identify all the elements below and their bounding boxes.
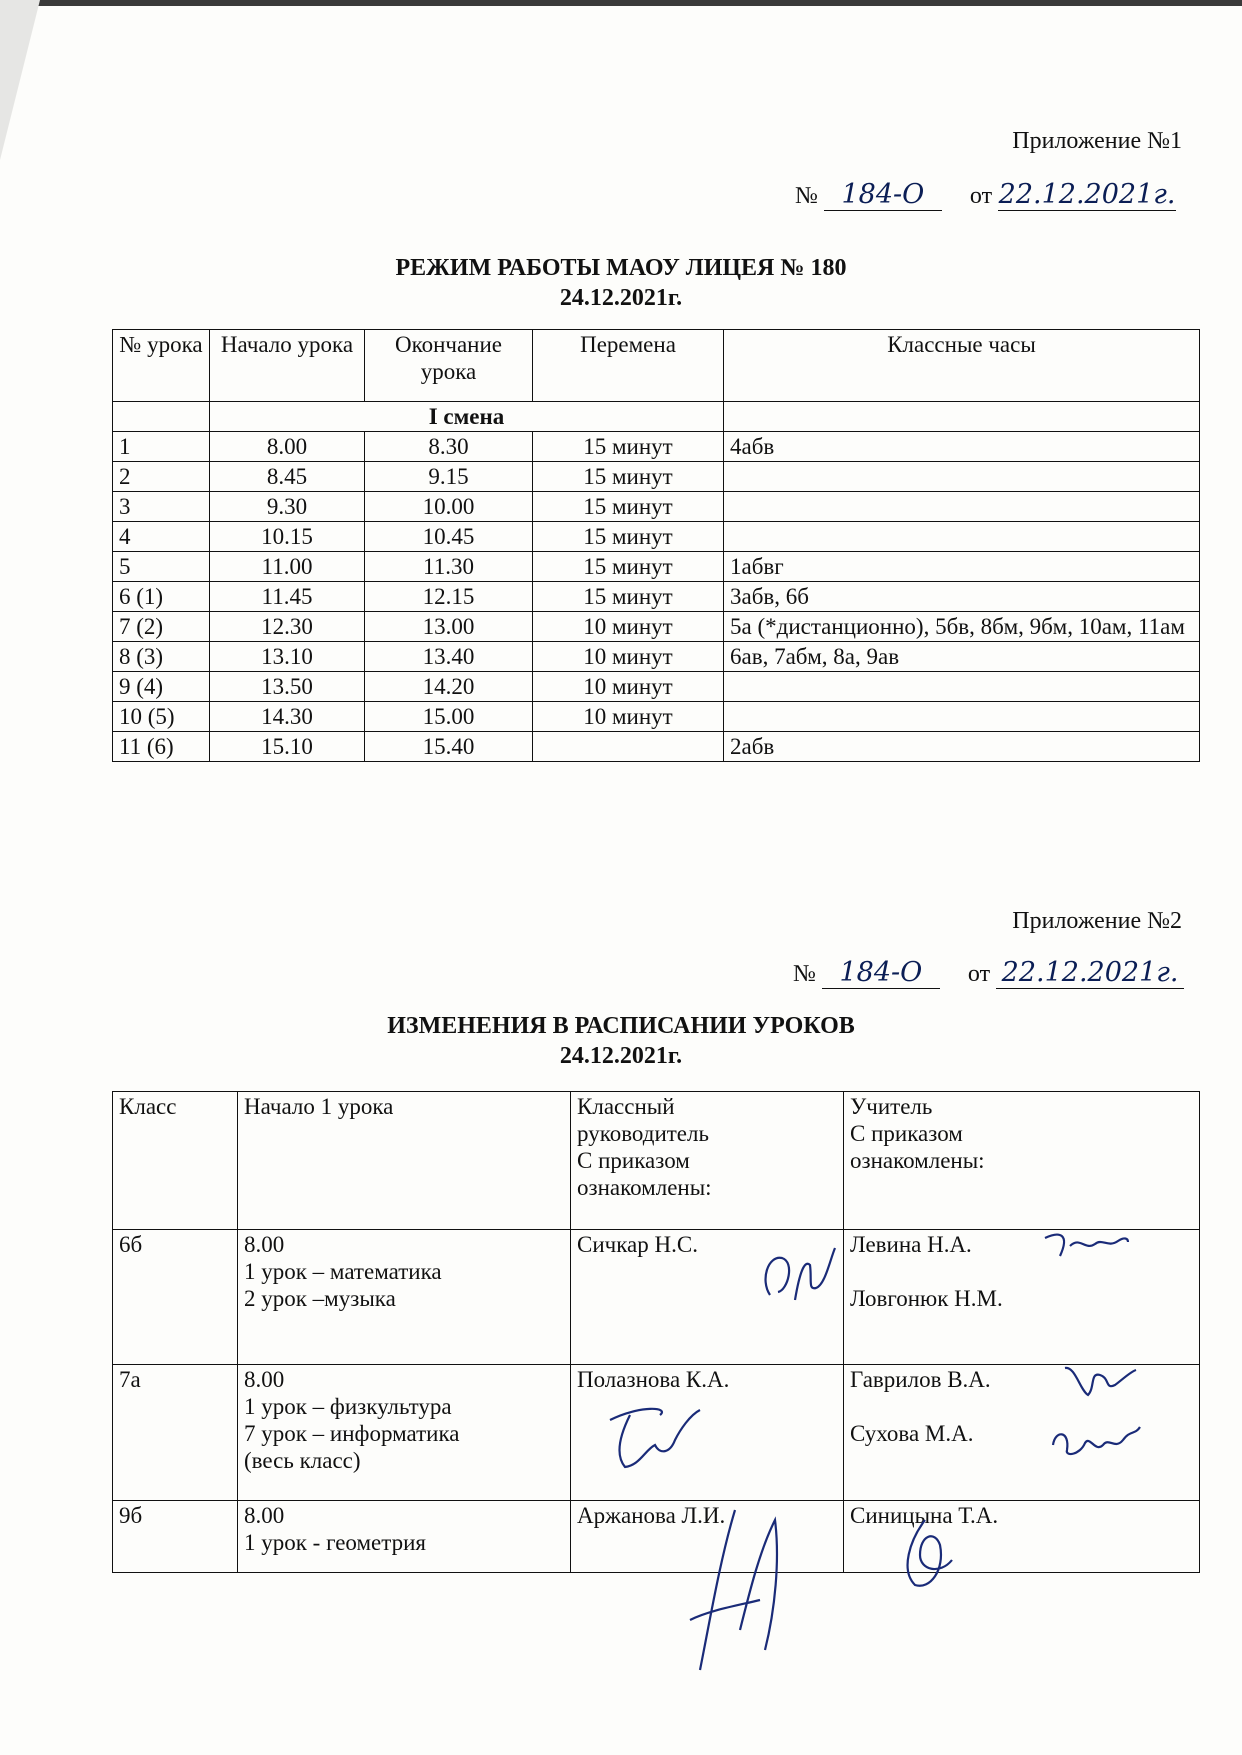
signature-sukhova	[1045, 1415, 1145, 1465]
shift-label: I смена	[210, 402, 724, 432]
class-hours	[724, 702, 1200, 732]
homeroom-cell: Аржанова Л.И.	[571, 1501, 844, 1573]
table-row	[113, 612, 1200, 642]
header-class-hours: Классные часы	[724, 330, 1200, 402]
class-cell: 7а	[113, 1365, 238, 1501]
lesson-start: 11.45	[210, 582, 365, 612]
header-lesson-number: № урока	[113, 330, 210, 402]
table-row	[113, 432, 1200, 462]
lesson-number: 11 (6)	[113, 732, 210, 762]
lesson-start: 13.50	[210, 672, 365, 702]
shift-blank-cell	[113, 402, 210, 432]
table-row	[113, 1501, 1200, 1573]
lesson-end: 15.40	[365, 732, 533, 762]
lesson-number: 6 (1)	[113, 582, 210, 612]
start-cell	[238, 1501, 571, 1573]
lesson-number: 2	[113, 462, 210, 492]
header-break: Перемена	[533, 330, 724, 402]
order-number-handwritten: 184-О	[822, 958, 940, 989]
lesson-number: 8 (3)	[113, 642, 210, 672]
start-line: (весь класс)	[244, 1448, 361, 1473]
table-row	[113, 732, 1200, 762]
teacher-name: Гаврилов В.А.	[850, 1367, 991, 1392]
class-hours: 1абвг	[724, 552, 1200, 582]
start-line: 7 урок – информатика	[244, 1421, 460, 1446]
class-hours: 6ав, 7абм, 8а, 9ав	[724, 642, 1200, 672]
class-hours: 3абв, 6б	[724, 582, 1200, 612]
appendix-1-label: Приложение №1	[1012, 128, 1182, 154]
class-hours: 5а (*дистанционно), 5бв, 8бм, 9бм, 10ам, 11ам	[724, 612, 1200, 642]
teacher-cell	[844, 1230, 1200, 1365]
lesson-number: 7 (2)	[113, 612, 210, 642]
scan-edge	[0, 0, 1242, 6]
class-hours	[724, 492, 1200, 522]
lesson-end: 13.00	[365, 612, 533, 642]
table-row	[113, 582, 1200, 612]
lesson-break: 10 минут	[533, 612, 724, 642]
start-cell	[238, 1365, 571, 1501]
folded-corner	[0, 0, 40, 160]
header-line: ознакомлены:	[850, 1148, 985, 1173]
teacher-name: Сухова М.А.	[850, 1421, 974, 1446]
lesson-break: 15 минут	[533, 492, 724, 522]
table-row	[113, 522, 1200, 552]
table-row	[113, 702, 1200, 732]
signature-sichkar	[750, 1240, 840, 1310]
lesson-start: 9.30	[210, 492, 365, 522]
table-row	[113, 552, 1200, 582]
header-class: Класс	[113, 1092, 238, 1230]
class-hours: 4абв	[724, 432, 1200, 462]
class-hours: 2абв	[724, 732, 1200, 762]
start-line: 8.00	[244, 1232, 285, 1257]
shift-row	[113, 402, 1200, 432]
schedule-header-row	[113, 330, 1200, 402]
start-line: 8.00	[244, 1503, 285, 1528]
start-line: 8.00	[244, 1367, 285, 1392]
order-number-handwritten: 184-О	[824, 180, 942, 211]
class-hours	[724, 462, 1200, 492]
class-cell: 9б	[113, 1501, 238, 1573]
header-line: руководитель	[577, 1121, 709, 1146]
header-lesson-end: Окончание урока	[365, 330, 533, 402]
table-row	[113, 492, 1200, 522]
lesson-number: 4	[113, 522, 210, 552]
signature-arzhanova	[680, 1500, 800, 1680]
start-line: 1 урок – физкультура	[244, 1394, 452, 1419]
changes-header-row	[113, 1092, 1200, 1230]
lesson-number: 1	[113, 432, 210, 462]
lesson-end: 15.00	[365, 702, 533, 732]
lesson-start: 11.00	[210, 552, 365, 582]
header-line: ознакомлены:	[577, 1175, 712, 1200]
lesson-end: 10.45	[365, 522, 533, 552]
header-lesson-start: Начало урока	[210, 330, 365, 402]
lesson-break	[533, 732, 724, 762]
start-line: 1 урок – математика	[244, 1259, 442, 1284]
class-cell: 6б	[113, 1230, 238, 1365]
appendix-2-label: Приложение №2	[1012, 908, 1182, 934]
lesson-start: 14.30	[210, 702, 365, 732]
teacher-name: Синицына Т.А.	[850, 1503, 999, 1528]
lesson-break: 10 минут	[533, 642, 724, 672]
start-cell	[238, 1230, 571, 1365]
shift-blank-cell	[724, 402, 1200, 432]
class-hours	[724, 672, 1200, 702]
appendix-1-order-line	[795, 180, 1176, 211]
order-number-label: №	[793, 961, 816, 987]
schedule-date: 24.12.2021г.	[559, 285, 683, 311]
changes-title: ИЗМЕНЕНИЯ В РАСПИСАНИИ УРОКОВ	[387, 1013, 855, 1039]
order-date-label: от	[967, 961, 991, 987]
class-hours	[724, 522, 1200, 552]
lesson-start: 10.15	[210, 522, 365, 552]
table-row	[113, 1230, 1200, 1365]
header-first-lesson-start: Начало 1 урока	[238, 1092, 571, 1230]
lesson-number: 9 (4)	[113, 672, 210, 702]
lesson-break: 15 минут	[533, 432, 724, 462]
lesson-end: 10.00	[365, 492, 533, 522]
lesson-start: 15.10	[210, 732, 365, 762]
signature-levina	[1040, 1226, 1130, 1266]
signature-polaznova	[600, 1395, 710, 1475]
signature-sinitsyna	[890, 1515, 960, 1595]
lesson-end: 12.15	[365, 582, 533, 612]
lesson-start: 12.30	[210, 612, 365, 642]
lesson-break: 10 минут	[533, 672, 724, 702]
lesson-end: 14.20	[365, 672, 533, 702]
lesson-break: 10 минут	[533, 702, 724, 732]
lesson-break: 15 минут	[533, 552, 724, 582]
order-date-label: от	[969, 183, 993, 209]
header-homeroom-teacher	[571, 1092, 844, 1230]
header-line: С приказом	[850, 1121, 963, 1146]
table-row	[113, 672, 1200, 702]
lesson-number: 5	[113, 552, 210, 582]
schedule-table	[112, 329, 1200, 762]
lesson-break: 15 минут	[533, 462, 724, 492]
changes-table	[112, 1091, 1200, 1573]
lesson-end: 9.15	[365, 462, 533, 492]
lesson-start: 8.00	[210, 432, 365, 462]
start-line: 1 урок - геометрия	[244, 1530, 426, 1555]
header-line: Классный	[577, 1094, 675, 1119]
lesson-end: 11.30	[365, 552, 533, 582]
lesson-start: 8.45	[210, 462, 365, 492]
header-teacher	[844, 1092, 1200, 1230]
appendix-2-order-line	[793, 958, 1184, 989]
homeroom-cell: Сичкар Н.С.	[571, 1230, 844, 1365]
lesson-break: 15 минут	[533, 522, 724, 552]
teacher-name: Левина Н.А.	[850, 1232, 972, 1257]
teacher-name: Ловгонюк Н.М.	[850, 1286, 1003, 1311]
lesson-end: 8.30	[365, 432, 533, 462]
order-date-handwritten: 22.12.2021г.	[998, 179, 1176, 210]
lesson-end: 13.40	[365, 642, 533, 672]
homeroom-cell: Полазнова К.А.	[571, 1365, 844, 1501]
order-date-handwritten: 22.12.2021г.	[996, 958, 1184, 989]
lesson-break: 15 минут	[533, 582, 724, 612]
table-row	[113, 642, 1200, 672]
header-line: С приказом	[577, 1148, 690, 1173]
start-line: 2 урок –музыка	[244, 1286, 396, 1311]
schedule-title: РЕЖИМ РАБОТЫ МАОУ ЛИЦЕЯ № 180	[395, 255, 847, 281]
header-line: Учитель	[850, 1094, 933, 1119]
lesson-number: 3	[113, 492, 210, 522]
changes-date: 24.12.2021г.	[559, 1043, 683, 1069]
teacher-cell	[844, 1365, 1200, 1501]
lesson-start: 13.10	[210, 642, 365, 672]
order-number-label: №	[795, 183, 818, 209]
signature-gavrilov	[1060, 1360, 1140, 1405]
table-row	[113, 462, 1200, 492]
lesson-number: 10 (5)	[113, 702, 210, 732]
